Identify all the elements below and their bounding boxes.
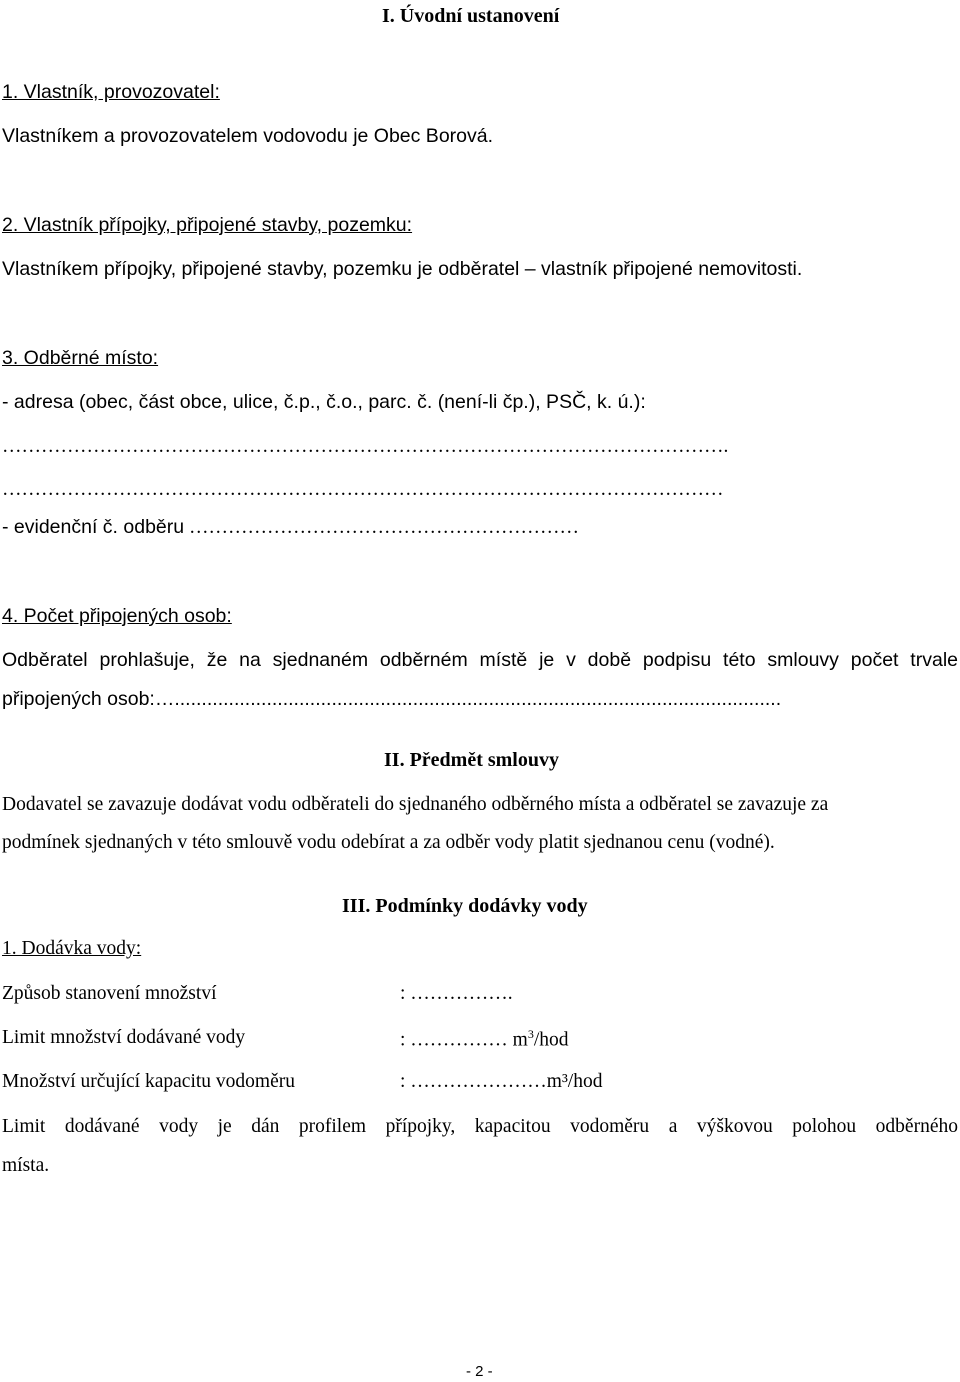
- section-2-text-line-1: Dodavatel se zavazuje dodávat vodu odběrateli do sjednaného odběrného místa a odběratel se zavazuje za: [2, 794, 829, 815]
- item-1-heading: 1. Vlastník, provozovatel:: [2, 81, 220, 103]
- page-number: - 2 -: [466, 1363, 493, 1380]
- evidence-dots: ……………………………………………………: [188, 517, 579, 538]
- persons-count-dots: připojených osob:…................................................................................................................: [2, 688, 782, 710]
- evidence-line: [2, 516, 579, 539]
- limit-text-line-1: Limit dodávané vody je dán profilem přípojky, kapacitou vodoměru a výškovou polohou odběrného: [2, 1116, 958, 1137]
- section-2-text-line-2: podmínek sjednaných v této smlouvě vodu odebírat a za odběr vody platit sjednanou cenu (vodné).: [2, 832, 775, 853]
- item-2-text: Vlastníkem přípojky, připojené stavby, pozemku je odběratel – vlastník připojené nemovitosti.: [2, 258, 803, 280]
- row-limit-value-sup: 3: [527, 1027, 534, 1041]
- row-limit-value: [400, 1027, 569, 1052]
- row-method-label: Způsob stanovení množství: [2, 983, 217, 1004]
- evidence-label: - evidenční č. odběru: [2, 516, 185, 538]
- address-label: - adresa (obec, část obce, ulice, č.p., č.o., parc. č. (není-li čp.), PSČ, k. ú.):: [2, 391, 646, 413]
- item-4-heading: 4. Počet připojených osob:: [2, 605, 232, 627]
- item-3-heading: 3. Odběrné místo:: [2, 347, 159, 369]
- row-limit-label: Limit množství dodávané vody: [2, 1027, 246, 1048]
- item-2-heading: 2. Vlastník přípojky, připojené stavby, pozemku:: [2, 214, 413, 236]
- item-4-text-line-2: [2, 688, 958, 711]
- limit-text-line-2: místa.: [2, 1155, 50, 1176]
- section-2-title: II. Předmět smlouvy: [384, 749, 559, 771]
- item-1-text: Vlastníkem a provozovatelem vodovodu je Obec Borová.: [2, 125, 494, 147]
- address-dots-line-2: …………………………………………………………………………………………………: [2, 479, 724, 500]
- section-1-title: I. Úvodní ustanovení: [382, 5, 560, 27]
- row-capacity-value: : …………………m³/hod: [400, 1071, 603, 1092]
- row-limit-value-prefix: : …………… m: [400, 1029, 528, 1051]
- section-3-title: III. Podmínky dodávky vody: [342, 895, 588, 917]
- row-capacity-label: Množství určující kapacitu vodoměru: [2, 1071, 295, 1092]
- row-limit-value-suffix: /hod: [533, 1029, 569, 1051]
- row-method-value: : …………….: [400, 983, 513, 1004]
- address-dots-line-1: ………………………………………………………………………………………………….: [2, 436, 729, 457]
- delivery-heading: 1. Dodávka vody:: [2, 938, 142, 959]
- item-4-text-line-1: Odběratel prohlašuje, že na sjednaném odběrném místě je v době podpisu této smlouvy počet trvale: [2, 649, 958, 671]
